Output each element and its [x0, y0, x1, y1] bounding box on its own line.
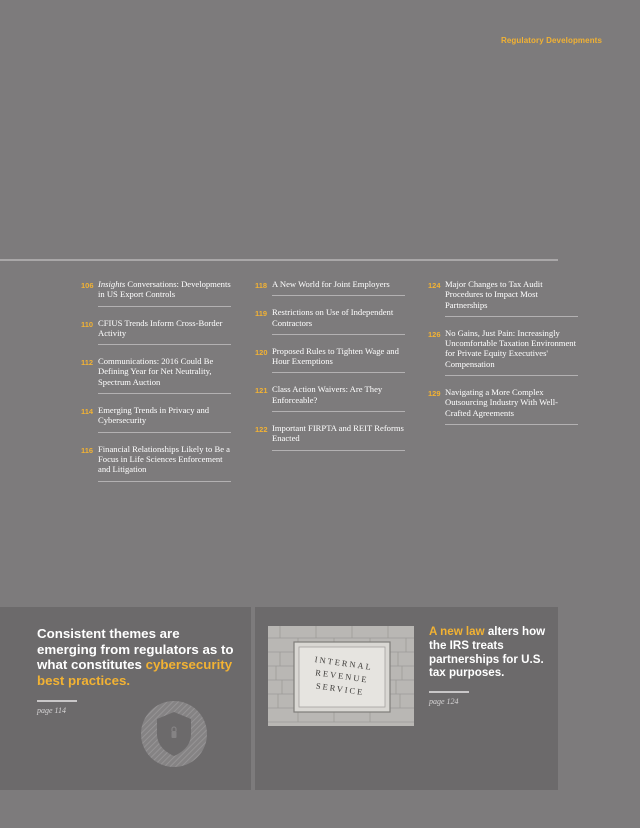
callout-quote-main: Consistent themes are emerging from regulators as to what constitutes	[37, 626, 234, 672]
toc-column-2	[255, 279, 405, 462]
toc-page-number: 120	[255, 347, 268, 357]
toc-page-number: 110	[81, 319, 94, 329]
toc-title: No Gains, Just Pain: Increasingly Uncomfortable Taxation Environment for Private Equity Executives' Compensation	[445, 328, 578, 376]
callout-quote-highlight: A new law	[429, 625, 485, 638]
callout-quote	[429, 625, 549, 680]
toc-title: Financial Relationships Likely to Be a Focus in Life Sciences Enforcement and Litigation	[98, 444, 231, 482]
sign-line-3: SERVICE	[315, 680, 366, 698]
toc-entry[interactable]	[81, 279, 231, 307]
toc-title: Navigating a More Complex Outsourcing Industry With Well-Crafted Agreements	[445, 387, 578, 425]
toc-page-number: 106	[81, 281, 94, 290]
toc-entry[interactable]	[428, 328, 578, 376]
irs-building-photo	[268, 626, 414, 726]
toc-entry[interactable]	[81, 444, 231, 482]
toc-entry[interactable]	[81, 356, 231, 394]
sign-line-2: REVENUE	[314, 667, 370, 685]
toc-title-prefix: Insights	[98, 279, 126, 289]
toc-title: Major Changes to Tax Audit Procedures to Impact Most Partnerships	[445, 279, 578, 317]
callout-panel-tax	[255, 607, 558, 790]
toc-title: Class Action Waivers: Are They Enforceable?	[272, 384, 405, 412]
toc-entry[interactable]	[81, 318, 231, 346]
toc-entry[interactable]	[81, 405, 231, 433]
callout-rule	[37, 700, 77, 702]
toc-entry[interactable]	[428, 279, 578, 317]
toc-title: CFIUS Trends Inform Cross-Border Activity	[98, 318, 231, 346]
callout-page-ref[interactable]: page 124	[429, 697, 459, 706]
toc-title: Restrictions on Use of Independent Contractors	[272, 307, 405, 335]
toc-title: Communications: 2016 Could Be Defining Year for Net Neutrality, Spectrum Auction	[98, 356, 231, 394]
toc-page-number: 112	[81, 358, 94, 368]
callout-quote-highlight: cybersecurity best practices.	[37, 657, 233, 688]
toc-page-number: 122	[255, 425, 268, 435]
toc-entry[interactable]	[428, 387, 578, 425]
toc-page-number: 124	[428, 281, 441, 290]
toc-page-number: 118	[255, 281, 268, 290]
toc-title: A New World for Joint Employers	[272, 279, 405, 296]
section-label: Regulatory Developments	[501, 36, 602, 45]
toc-page-number: 121	[255, 386, 268, 396]
toc-entry[interactable]	[255, 346, 405, 374]
callout-quote-main: alters how the IRS treats partnerships for U.S. tax purposes.	[429, 625, 546, 680]
toc-entry[interactable]	[255, 384, 405, 412]
divider-rule	[0, 259, 558, 261]
toc-page-number: 129	[428, 389, 441, 399]
toc-title: Important FIRPTA and REIT Reforms Enacted	[272, 423, 405, 451]
toc-column-3	[428, 279, 578, 436]
callout-panel-cybersecurity	[0, 607, 251, 790]
toc-title-text: Conversations: Developments in US Export Controls	[98, 279, 231, 300]
shield-lock-icon	[140, 700, 208, 768]
toc-page-number: 119	[255, 309, 268, 319]
toc-page-number: 116	[81, 445, 94, 455]
toc-entry[interactable]	[255, 423, 405, 451]
toc-entry[interactable]	[255, 279, 405, 296]
toc-entry[interactable]	[255, 307, 405, 335]
toc-title: Emerging Trends in Privacy and Cybersecurity	[98, 405, 231, 433]
callout-page-ref[interactable]: page 114	[37, 706, 66, 715]
toc-page-number: 114	[81, 407, 94, 417]
callout-quote	[37, 626, 237, 688]
toc-title	[98, 279, 231, 307]
toc-title: Proposed Rules to Tighten Wage and Hour Exemptions	[272, 346, 405, 374]
toc-page-number: 126	[428, 329, 441, 339]
toc-column-1	[81, 279, 231, 493]
callout-rule	[429, 691, 469, 693]
sign-line-1: INTERNAL	[314, 654, 374, 673]
